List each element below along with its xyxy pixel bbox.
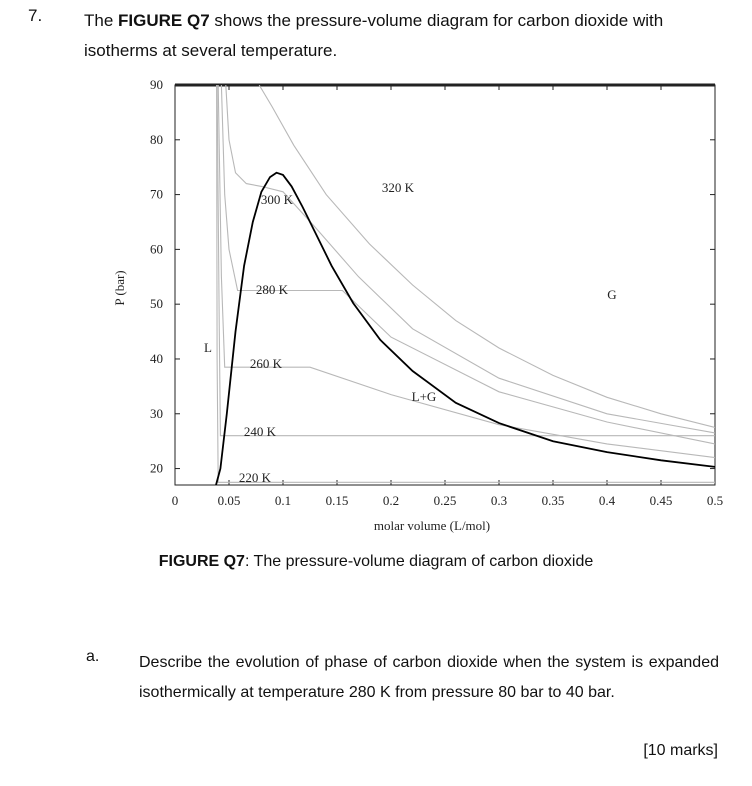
y-tick-label: 20 xyxy=(150,460,163,476)
isotherm-label-280k: 280 K xyxy=(255,282,289,297)
y-tick-label: 40 xyxy=(150,350,163,366)
y-tick-label: 50 xyxy=(150,296,163,312)
x-tick-label: 0.2 xyxy=(382,493,400,508)
x-tick-label: 0.35 xyxy=(541,493,565,508)
isotherm-lines xyxy=(217,85,715,482)
coexistence-curve xyxy=(216,173,715,485)
marks-label: [10 marks] xyxy=(643,742,718,759)
x-tick-label: 0 xyxy=(171,493,179,508)
y-tick-label: 90 xyxy=(150,77,163,92)
question-lead: The xyxy=(84,11,119,30)
y-tick-label: 60 xyxy=(150,241,163,257)
x-tick-label: 0.1 xyxy=(274,493,292,508)
x-tick-label: 0.4 xyxy=(598,493,616,508)
isotherm-label-300k: 300 K xyxy=(260,192,294,207)
question-number: 7. xyxy=(28,6,43,25)
isotherm-300k xyxy=(226,85,715,433)
isotherm-label-260k: 260 K xyxy=(249,356,283,371)
region-label-liquid-gas: L+G xyxy=(411,389,437,404)
x-tick-label: 0.05 xyxy=(217,493,241,508)
isotherm-260k xyxy=(218,85,715,458)
isotherm-label-220k: 220 K xyxy=(238,470,272,485)
isotherm-220k xyxy=(217,85,715,482)
figure-reference: FIGURE Q7 xyxy=(118,11,210,30)
x-axis-label: molar volume (L/mol) xyxy=(373,518,491,533)
x-tick-labels xyxy=(172,493,723,508)
subquestion-letter: a. xyxy=(86,648,100,665)
isotherm-label-320k: 320 K xyxy=(381,180,415,195)
x-tick-label: 0.25 xyxy=(433,493,457,508)
y-tick-label: 80 xyxy=(150,131,163,147)
x-tick-label: 0.15 xyxy=(325,493,349,508)
x-tick-label: 0.45 xyxy=(649,493,673,508)
region-label-gas: G xyxy=(607,287,617,302)
y-axis-label: P (bar) xyxy=(112,270,127,306)
caption-text: : The pressure-volume diagram of carbon dioxide xyxy=(244,553,594,570)
isotherm-240k xyxy=(217,85,715,436)
y-tick-labels xyxy=(150,77,163,476)
caption-label: FIGURE Q7 xyxy=(158,553,245,570)
y-tick-label: 70 xyxy=(150,186,163,202)
isotherm-label-240k: 240 K xyxy=(243,424,277,439)
y-tick-label: 30 xyxy=(150,405,163,421)
subquestion-text: Describe the evolution of phase of carbon dioxide when the system is expanded isothermically at temperature 280 K from pressure 80 bar to 40 bar. xyxy=(139,654,719,701)
x-tick-label: 0.5 xyxy=(706,493,724,508)
region-label-liquid: L xyxy=(204,340,212,355)
question-body: shows the pressure-volume diagram for carbon dioxide with isotherms at several temperature. xyxy=(84,11,664,60)
isotherm-280k xyxy=(221,85,715,444)
figure-caption xyxy=(0,553,752,571)
x-tick-label: 0.3 xyxy=(490,493,508,508)
